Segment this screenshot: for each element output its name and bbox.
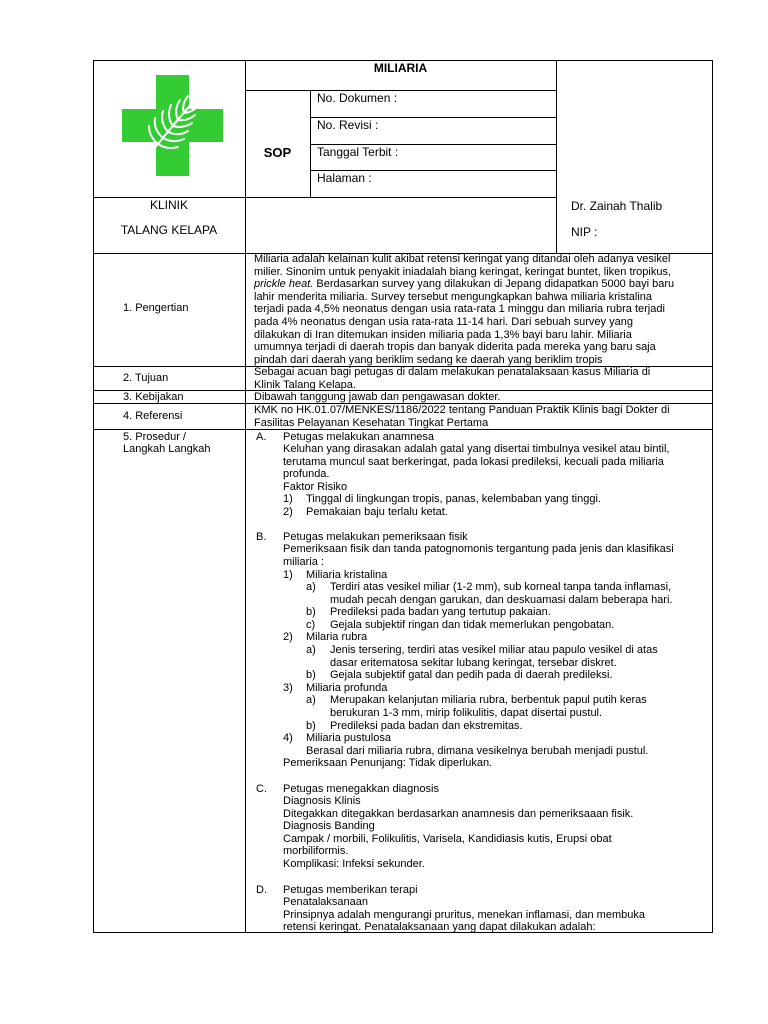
text-line: Diagnosis Banding [283,820,375,833]
document-title: MILIARIA [373,61,428,75]
text-line: Keluhan yang dirasakan adalah gatal yang disertai timbulnya vesikel atau bintil, [283,443,670,455]
text-line: Campak / morbili, Folikulitis, Varisela, Kandidiasis kutis, Erupsi obat [283,832,612,845]
text-line: miliaria : [283,555,324,568]
text-line: Pemeriksaan fisik dan tanda patognomonis tergantung pada jenis dan klasifikasi [283,543,674,555]
clinic-name: KLINIK [149,198,188,212]
clinic-location: TALANG KELAPA [120,223,218,237]
step-title: Petugas melakukan anamnesa [283,431,435,443]
text-line: KMK no HK.01.07/MENKES/1186/2022 tentang Panduan Praktik Klinis bagi Dokter di [254,404,670,416]
text-line: Miliaria adalah kelainan kulit akibat retensi keringat yang ditandai oleh adanya vesikel [254,253,671,265]
sublist-letter: c) [306,619,316,631]
step-title: Petugas melakukan pemeriksaan fisik [283,531,468,543]
referensi-text [254,404,700,429]
kebijakan-text: Dibawah tanggung jawab dan pengawasan dokter. [254,391,501,403]
list-number: 3) [283,682,293,694]
sublist-item: Predileksi pada badan dan ekstremitas. [330,720,523,732]
sublist-item [330,644,700,669]
list-heading: Milaria rubra [306,631,368,643]
section-label: 2. Tujuan [123,372,169,384]
text-line: dasar eritematosa sekitar lubang keringat, tersebar diskret. [330,656,617,669]
sublist-letter: a) [306,581,316,593]
text-line: Faktor Risiko [283,480,348,493]
sublist-letter: a) [306,644,316,656]
sublist-item: Gejala subjektif ringan dan tidak memerlukan pengobatan. [330,619,615,631]
clinic-logo [122,75,223,176]
list-heading: Miliaria profunda [306,682,388,694]
step-title: Petugas memberikan terapi [283,884,418,896]
text-line: pindah dari daerah yang beriklim sedang ke daerah yang beriklim tropis [254,353,603,366]
text-line: milier. Sinonim untuk penyakit iniadalah biang keringat, keringat buntet, liken tropikus, [254,265,672,278]
italic-term: prickle heat. [254,278,314,291]
section-label: 1. Pengertian [123,302,189,314]
section-label: 5. Prosedur / [123,431,186,443]
green-cross-palm-leaf-icon [122,75,223,176]
step-marker: D. [256,884,267,896]
text-line: Fasilitas Pelayanan Kesehatan Tingkat Pertama [254,416,489,429]
signer-nip: NIP : [571,225,598,239]
text-line: Penatalaksanaan [283,896,369,908]
text-line: dilakukan di Iran ditemukan insiden miliaria pada 1,3% bayi baru lahir. Miliaria [254,328,632,341]
sublist-letter: b) [306,669,316,681]
list-number: 2) [283,506,293,518]
text-line: Diagnosis Klinis [283,795,361,807]
sublist-item [330,581,700,606]
page-label: Halaman : [317,171,372,185]
text-line: Merupakan kelanjutan miliaria rubra, berbentuk papul putih keras [330,694,647,706]
sublist-item [330,694,700,719]
section-label: Langkah Langkah [123,443,211,455]
header-divider [245,90,556,91]
text-line: terutama muncul saat berkeringat, pada lokasi predileksi, kecuali pada miliaria [283,455,664,468]
step-marker: B. [256,531,267,543]
sop-label: SOP [263,145,292,160]
issue-date-label: Tanggal Terbit : [317,145,399,159]
list-number: 2) [283,631,293,643]
text-line: pada 4% neonatus dengan usia rata-rata 11-14 hari. Dari sebuah survey yang [254,315,633,328]
section-label: 4. Referensi [123,410,183,422]
text-line: Jenis tersering, terdiri atas vesikel miliar atau papulo vesikel di atas [330,644,658,656]
text-line: mudah pecah dengan garukan, dan deskuamasi dalam beberapa hari. [330,593,673,606]
text-fragment: Berdasarkan survey yang dilakukan di Jepang didapatkan 5000 bayi baru [313,278,675,291]
text-line: Komplikasi: Infeksi sekunder. [283,857,425,870]
pengertian-text [254,253,700,366]
sublist-letter: b) [306,606,316,618]
sublist-item: Predileksi pada badan yang tertutup pakaian. [330,606,551,618]
step-title: Petugas menegakkan diagnosis [283,783,439,795]
text-line: Sebagai acuan bagi petugas di dalam melakukan penatalaksaan kasus Miliaria di [254,366,651,378]
section-label: 3. Kebijakan [123,391,184,403]
text-line [254,278,700,291]
list-item: Tinggal di lingkungan tropis, panas, kelembaban yang tinggi. [306,493,601,505]
tujuan-text [254,366,700,391]
text-line: umumnya terjadi di daerah tropis dan banyak diderita pada mereka yang baru saja [254,341,656,354]
body-col-divider [245,253,246,933]
list-number: 1) [283,493,293,505]
list-item: Pemakaian baju terlalu ketat. [306,506,448,518]
sublist-item: Gejala subjektif gatal dan pedih pada di daerah predileksi. [330,669,613,681]
list-item: Berasal dari miliaria rubra, dimana vesikelnya berubah menjadi pustul. [306,745,649,757]
step-body [283,543,700,568]
step-body [283,896,700,934]
step-marker: C. [256,783,267,795]
list-heading: Miliaria kristalina [306,569,388,581]
list-heading: Miliaria pustulosa [306,732,391,744]
text-line: Klinik Talang Kelapa. [254,378,356,391]
text-line: Ditegakkan ditegakkan berdasarkan anamnesis dan pemeriksaaan fisik. [283,807,634,820]
step-body [283,795,700,871]
sublist-letter: a) [306,694,316,706]
doc-number-label: No. Dokumen : [317,91,398,105]
step-body [283,443,700,493]
table-border-right [712,60,713,933]
revision-label: No. Revisi : [317,118,379,132]
text-line: retensi keringat. Penatalaksanaan yang dapat dilakukan adalah: [283,921,596,934]
step-marker: A. [256,431,267,443]
table-border-left [93,60,94,933]
signer-name: Dr. Zainah Thalib [571,199,663,213]
text-line: Prinsipnya adalah mengurangi pruritus, menekan inflamasi, dan membuka [283,908,645,921]
text-line: profunda. [283,468,330,481]
text-line: Pemeriksaan Penunjang: Tidak diperlukan. [283,757,493,769]
list-number: 4) [283,732,293,744]
text-line: Terdiri atas vesikel miliar (1-2 mm), sub korneal tanpa tanda inflamasi, [330,581,672,593]
list-number: 1) [283,569,293,581]
text-line: lahir menderita miliaria. Survey tersebut mengungkapkan bahwa miliaria kristalina [254,290,653,303]
text-line: berukuran 1-3 mm, mirip folikulitis, dapat disertai pustul. [330,706,603,719]
sublist-letter: b) [306,720,316,732]
text-line: morbiliformis. [283,845,349,858]
text-line: terjadi pada 4,5% neonatus dengan usia rata-rata 1 minggu dan miliaria rubra terjadi [254,303,665,316]
header-col-divider [556,60,557,253]
